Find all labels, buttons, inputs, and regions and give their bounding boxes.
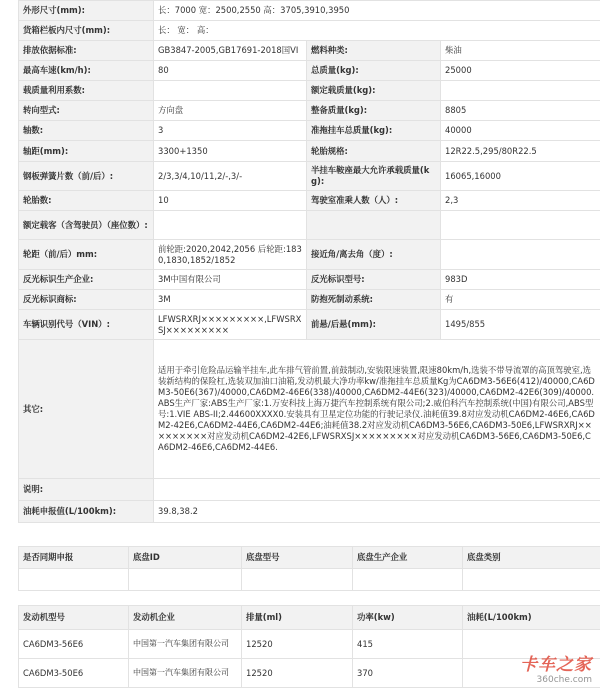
spec-value: [441, 81, 600, 101]
chassis-cell: [242, 569, 353, 591]
spec-label: 说明:: [19, 479, 154, 501]
spec-value: LFWSRXRJ×××××××××,LFWSRXSJ×××××××××: [154, 310, 307, 340]
spec-label: 整备质量(kg):: [307, 101, 441, 121]
spec-value: [441, 240, 600, 270]
spec-label: 转向型式:: [19, 101, 154, 121]
spec-label: 燃料种类:: [307, 41, 441, 61]
spec-value: 40000: [441, 121, 600, 141]
spec-row: [19, 141, 600, 162]
engine-column-header: 排量(ml): [242, 606, 353, 630]
engine-cell: 12520: [242, 630, 353, 659]
spec-label: [307, 211, 441, 240]
watermark-main-text: 卡车之家: [520, 655, 592, 675]
spec-label: 货箱栏板内尺寸(mm):: [19, 21, 154, 41]
spec-value: 80: [154, 61, 307, 81]
engine-cell: [463, 630, 600, 659]
spec-label: 接近角/离去角（度）:: [307, 240, 441, 270]
spec-value: 长： 宽： 高：: [154, 21, 600, 41]
spec-label: 外形尺寸(mm):: [19, 1, 154, 21]
chassis-table: [18, 546, 600, 591]
spec-value: 8805: [441, 101, 600, 121]
engine-cell: CA6DM3-50E6: [19, 659, 129, 688]
spec-value: 柴油: [441, 41, 600, 61]
spec-row: [19, 270, 600, 290]
spec-label: 其它:: [19, 340, 154, 479]
spec-value: 3M中国有限公司: [154, 270, 307, 290]
spec-row: [19, 162, 600, 191]
spec-label: 轮距（前/后）mm:: [19, 240, 154, 270]
spec-label: 油耗申报值(L/100km):: [19, 501, 154, 523]
engine-column-header: 油耗(L/100km): [463, 606, 600, 630]
spec-value: 方向盘: [154, 101, 307, 121]
engine-cell: 415: [353, 630, 463, 659]
spec-value: [154, 81, 307, 101]
spec-value: 1495/855: [441, 310, 600, 340]
spec-value: [441, 211, 600, 240]
spec-value: 3300+1350: [154, 141, 307, 162]
spec-value: 前轮距:2020,2042,2056 后轮距:1830,1830,1852/1852: [154, 240, 307, 270]
chassis-column-header: 底盘类别: [463, 547, 600, 569]
engine-cell: CA6DM3-56E6: [19, 630, 129, 659]
spec-row: [19, 290, 600, 310]
spec-row: [19, 211, 600, 240]
watermark-sub-text: 360che.com: [536, 675, 592, 685]
spec-row: [19, 81, 600, 101]
spec-label: 防抱死制动系统:: [307, 290, 441, 310]
spec-value: [154, 211, 307, 240]
chassis-cell: [129, 569, 242, 591]
spec-row: [19, 1, 600, 21]
spec-label: 前悬/后悬(mm):: [307, 310, 441, 340]
spec-value: 3M: [154, 290, 307, 310]
spec-label: 反光标识生产企业:: [19, 270, 154, 290]
spec-value: 12R22.5,295/80R22.5: [441, 141, 600, 162]
engine-header-row: [19, 606, 600, 630]
spec-label: 钢板弹簧片数（前/后）:: [19, 162, 154, 191]
spec-label: 反光标识型号:: [307, 270, 441, 290]
spec-row: [19, 191, 600, 211]
spec-label: 额定载质量(kg):: [307, 81, 441, 101]
spec-label: 轴距(mm):: [19, 141, 154, 162]
spec-label: 轴数:: [19, 121, 154, 141]
engine-cell: 中国第一汽车集团有限公司: [129, 630, 242, 659]
engine-cell: 12520: [242, 659, 353, 688]
table-row: [19, 569, 600, 591]
spec-row: [19, 61, 600, 81]
spec-label: 轮胎数:: [19, 191, 154, 211]
spec-row: [19, 41, 600, 61]
chassis-column-header: 底盘型号: [242, 547, 353, 569]
spec-label: 排放依据标准:: [19, 41, 154, 61]
spec-label: 半挂车鞍座最大允许承载质量(kg):: [307, 162, 441, 191]
engine-column-header: 发动机企业: [129, 606, 242, 630]
engine-cell: 370: [353, 659, 463, 688]
chassis-column-header: 是否同期申报: [19, 547, 129, 569]
spec-value: 长：7000 宽：2500,2550 高：3705,3910,3950: [154, 1, 600, 21]
spec-row: [19, 240, 600, 270]
spec-value: [154, 479, 600, 501]
engine-cell: [463, 659, 600, 688]
spec-label: 额定载客（含驾驶员）（座位数）:: [19, 211, 154, 240]
spec-value: 3: [154, 121, 307, 141]
spec-row: [19, 101, 600, 121]
engine-column-header: 功率(kw): [353, 606, 463, 630]
engine-cell: 中国第一汽车集团有限公司: [129, 659, 242, 688]
spec-row: [19, 479, 600, 501]
chassis-column-header: 底盘ID: [129, 547, 242, 569]
engine-table: [18, 605, 600, 688]
spec-label: 最高车速(km/h):: [19, 61, 154, 81]
engine-column-header: 发动机型号: [19, 606, 129, 630]
spec-row: [19, 121, 600, 141]
spec-table: [18, 0, 600, 523]
chassis-column-header: 底盘生产企业: [353, 547, 463, 569]
spec-value: 25000: [441, 61, 600, 81]
table-row: [19, 659, 600, 688]
spec-row: [19, 21, 600, 41]
spec-row: [19, 501, 600, 523]
spec-value: 983D: [441, 270, 600, 290]
spec-value: GB3847-2005,GB17691-2018国VI: [154, 41, 307, 61]
spec-value: 有: [441, 290, 600, 310]
spec-label: 载质量利用系数:: [19, 81, 154, 101]
spec-value: 10: [154, 191, 307, 211]
spec-value: 16065,16000: [441, 162, 600, 191]
spec-label: 轮胎规格:: [307, 141, 441, 162]
spec-value: 适用于牵引危险品运输半挂车,此车排气管前置,前鼓制动,安装限速装置,限速80km/h,选装不带导流罩的高顶驾驶室,选装新结构的保险杠,选装双加油口油箱,发动机最大净功率kw/准拖挂车总质量Kg为CA6DM3-56E6(412)/40000,CA6DM3-50E6(367)/40000,CA6DM2-46E6(338)/40000,CA6DM2-44E6(323)/40000,CA6DM2-42E6(309)/40000.ABS生产厂家:ABS生产厂家:1.万安科技上海万捷汽车控制系统有限公司;2.威伯科汽车控制系统(中国)有限公司,ABS型号:1.VIE ABS-II;2.44600XXXX0.安装具有卫星定位功能的行驶记录仪.油耗值39.8对应发动机CA6DM2-46E6,CA6DM2-42E6,CA6DM2-44E6,CA6DM2-44E6;油耗值38.2对应发动机CA6DM3-56E6,CA6DM3-50E6,LFWSRXRJ×××××××××对应发动机CA6DM2-42E6,LFWSRXSJ×××××××××对应发动机CA6DM3-56E6,CA6DM3-50E6,CA6DM2-46E6,CA6DM2-44E6.: [154, 340, 600, 479]
spec-label: 准拖挂车总质量(kg):: [307, 121, 441, 141]
chassis-header-row: [19, 547, 600, 569]
spec-row: [19, 340, 600, 479]
spec-label: 总质量(kg):: [307, 61, 441, 81]
chassis-cell: [353, 569, 463, 591]
table-row: [19, 630, 600, 659]
spec-value: 39.8,38.2: [154, 501, 600, 523]
spec-value: 2/3,3/4,10/11,2/-,3/-: [154, 162, 307, 191]
spec-label: 车辆识别代号（VIN）:: [19, 310, 154, 340]
chassis-cell: [19, 569, 129, 591]
spec-label: 驾驶室准乘人数（人）:: [307, 191, 441, 211]
spec-row: [19, 310, 600, 340]
chassis-cell: [463, 569, 600, 591]
spec-label: 反光标识商标:: [19, 290, 154, 310]
spec-value: 2,3: [441, 191, 600, 211]
